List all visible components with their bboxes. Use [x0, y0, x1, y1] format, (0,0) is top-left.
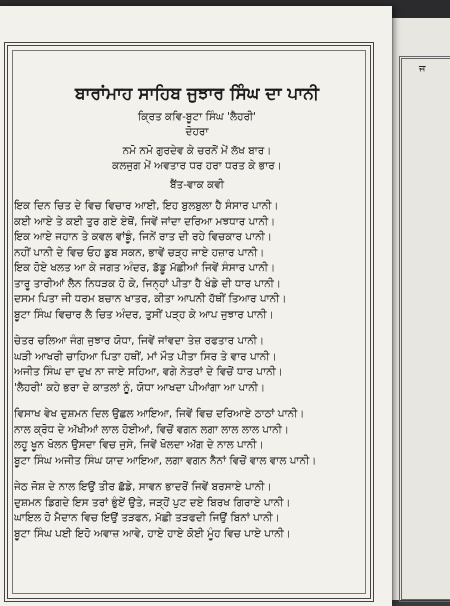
stanza: [14, 480, 380, 542]
verse-line: ਵਿਸਾਖ ਵੇਖ ਦੁਸ਼ਮਨ ਦਿਲ ਉਛਲ ਆਇਆ, ਜਿਵੇਂ ਵਿਚ ਦਰਿਆਏ ਠਾਠਾਂ ਪਾਨੀ।: [14, 408, 305, 420]
verse-line: ਨਹੀਂ ਪਾਨੀ ਦੇ ਵਿਚ ਓਹ ਡੁਬ ਸਕਨ, ਭਾਵੇਂ ਚੜ੍ਹ ਜਾਏ ਹਜ਼ਾਰ ਪਾਨੀ।: [14, 246, 265, 259]
verse-line: ਬੂਟਾ ਸਿੰਘ ਪਈ ਇਹੋ ਅਵਾਜ਼ ਆਵੇ, ਹਾਏ ਹਾਏ ਕੋਈ ਮੂੰਹ ਵਿਚ ਪਾਏ ਪਾਨੀ।: [14, 527, 291, 540]
verse-line: ਤਾਰੂ ਤਾਰੀਆਂ ਲੈਨ ਨਿਧੜਕ ਹੋ ਕੇ, ਜਿਨ੍ਹਾਂ ਪੀਤਾ ਹੈ ਖੰਡੇ ਦੀ ਧਾਰ ਪਾਨੀ।: [14, 277, 281, 290]
facing-page-border: [399, 56, 450, 602]
doha-heading: ਦੋਹਰਾ: [185, 126, 209, 138]
page-title: ਬਾਰਾਂਮਾਹ ਸਾਹਿਬ ਜੁਝਾਰ ਸਿੰਘ ਦਾ ਪਾਨੀ: [75, 84, 319, 104]
verse-line: 'ਲੈਹਰੀ' ਕਹੇ ਭਰਾ ਦੇ ਕਾਤਲਾਂ ਨੂੰ, ਯੋਧਾ ਆਖਦਾ ਪੀਆਂਗਾ ਆ ਪਾਨੀ।: [14, 381, 266, 394]
verse-line: ਇਕ ਆਏ ਜਹਾਨ ਤੇ ਕਵਲ ਵਾਂਙੂੰ, ਜਿਨੇਂ ਰਾਤ ਦੀ ਰਹੇ ਵਿਚਕਾਰ ਪਾਨੀ।: [14, 231, 272, 243]
verse-line: ਇਕ ਦਿਨ ਚਿਤ ਦੇ ਵਿਚ ਵਿਚਾਰ ਆਈ, ਇਹ ਬੁਲਬੁਲਾ ਹੈ ਸੰਸਾਰ ਪਾਨੀ।: [14, 200, 279, 212]
verse-line: ਚੇਤਰ ਚਲਿਆ ਜੰਗ ਜੁਝਾਰ ਯੋਧਾ, ਜਿਵੇਂ ਜਾਂਵਦਾ ਤੇਜ਼ ਰਫਤਾਰ ਪਾਨੀ।: [14, 335, 265, 347]
doha-line: ਨਮੋ ਨਮੋ ਗੁਰਦੇਵ ਕੇ ਚਰਨੋਂ ਮੇਂ ਲੱਖ ਬਾਰ।: [122, 145, 272, 157]
verse-line: ਲਹੂ ਖੂਨ ਖੋਲਨ ਉਸਦਾ ਵਿਚ ਜੁਸੇ, ਜਿਵੇਂ ਖੋਲਦਾ ਅੱਗ ਦੇ ਨਾਲ ਪਾਨੀ।: [14, 439, 264, 451]
stanza: [14, 199, 380, 323]
verse-line: ਬੂਟਾ ਸਿੰਘ ਅਜੀਤ ਸਿੰਘ ਯਾਦ ਆਇਆ, ਲਗਾ ਵਗਨ ਨੈਨਾਂ ਵਿਚੋਂ ਵਾਲ ਵਾਲ ਪਾਨੀ।: [14, 454, 317, 467]
verse-line: ਕਈ ਆਏ ਤੇ ਕਈ ਤੁਰ ਗਏ ਏਥੋਂ, ਜਿਵੇਂ ਜਾਂਦਾ ਦਰਿਆ ਮਝਧਾਰ ਪਾਨੀ।: [14, 215, 276, 228]
stanza: [14, 334, 380, 396]
verse-line: ਇਕ ਹੋਏ ਖਲਤ ਆ ਕੇ ਜਗਤ ਅੰਦਰ, ਡੱਡੂ ਮੱਛੀਆਂ ਜਿਵੇਂ ਸੰਸਾਰ ਪਾਨੀ।: [14, 262, 276, 274]
verse-line: ਘੜੀ ਆਖਰੀ ਚਾਹਿਆ ਪਿਤਾ ਹਥੀਂ, ਮਾਂ ਮੌਤ ਪੀਤਾ ਸਿਰ ਤੇ ਵਾਰ ਪਾਨੀ।: [14, 350, 277, 363]
author-line: ਕ੍ਰਿਤ ਕਵਿ-ਬੂਟਾ ਸਿੰਘ 'ਲੈਹਰੀ': [137, 111, 257, 123]
verse-line: ਜੇਠ ਜੋਸ਼ ਦੇ ਨਾਲ ਇਉਂ ਤੀਰ ਛੱਡੇ, ਸਾਵਨ ਭਾਦਰੋਂ ਜਿਵੇਂ ਬਰਸਾਏ ਪਾਨੀ।: [14, 481, 272, 493]
verse-line: ਬੂਟਾ ਸਿੰਘ ਵਿਚਾਰ ਲੈ ਚਿਤ ਅੰਦਰ, ਤੁਸੀਂ ਪੜ੍ਹ ਕੇ ਆਪ ਜੁਝਾਰ ਪਾਨੀ।: [14, 308, 274, 321]
book-page: [0, 6, 392, 606]
stanza: [14, 407, 380, 469]
meter-heading: ਬੈਂਤ-ਵਾਕ ਕਵੀ: [169, 179, 225, 191]
verse-line: ਦਸਮ ਪਿਤਾ ਜੀ ਧਰਮ ਬਚਾਨ ਖਾਤਰ, ਕੀਤਾ ਆਪਨੀ ਹੱਥੀਂ ਤਿਆਰ ਪਾਨੀ।: [14, 293, 287, 305]
page-content: [14, 50, 380, 542]
verse-line: ਦੁਸ਼ਮਨ ਡਿਗਦੇ ਇਸ ਤਰਾਂ ਭੁੰਏਂ ਉਤੇ, ਜੜ੍ਹੋਂ ਪੁਟ ਦਏ ਬਿਰਖ ਗਿਰਾਏ ਪਾਨੀ।: [14, 496, 291, 509]
facing-page-text: ਜ: [419, 64, 426, 75]
facing-page: [392, 18, 450, 600]
verse-line: ਘਾਇਲ ਹੋ ਮੈਦਾਨ ਵਿਚ ਇਉਂ ਤੜਫਨ, ਮੱਛੀ ਤੜਫਦੀ ਜਿਉਂ ਬਿਨਾਂ ਪਾਨੀ।: [14, 512, 280, 524]
verse-line: ਅਜੀਤ ਸਿੰਘ ਦਾ ਦੁਖ ਨਾ ਜਾਏ ਸਹਿਆ, ਵਗੇ ਨੇਤਰਾਂ ਦੇ ਵਿਚੋਂ ਧਾਰ ਪਾਨੀ।: [14, 366, 283, 378]
verse-line: ਨਾਲ ਕ੍ਰੋਧ ਦੇ ਅੱਖੀਆਂ ਲਾਲ ਹੋਈਆਂ, ਵਿਚੋਂ ਵਗਨ ਲਗਾ ਲਾਲ ਲਾਲ ਪਾਨੀ।: [14, 423, 289, 436]
doha-line: ਕਲਜੁਗ ਮੇਂ ਅਵਤਾਰ ਧਰ ਹਰਾ ਧਰਤ ਕੇ ਭਾਰ।: [112, 160, 282, 172]
